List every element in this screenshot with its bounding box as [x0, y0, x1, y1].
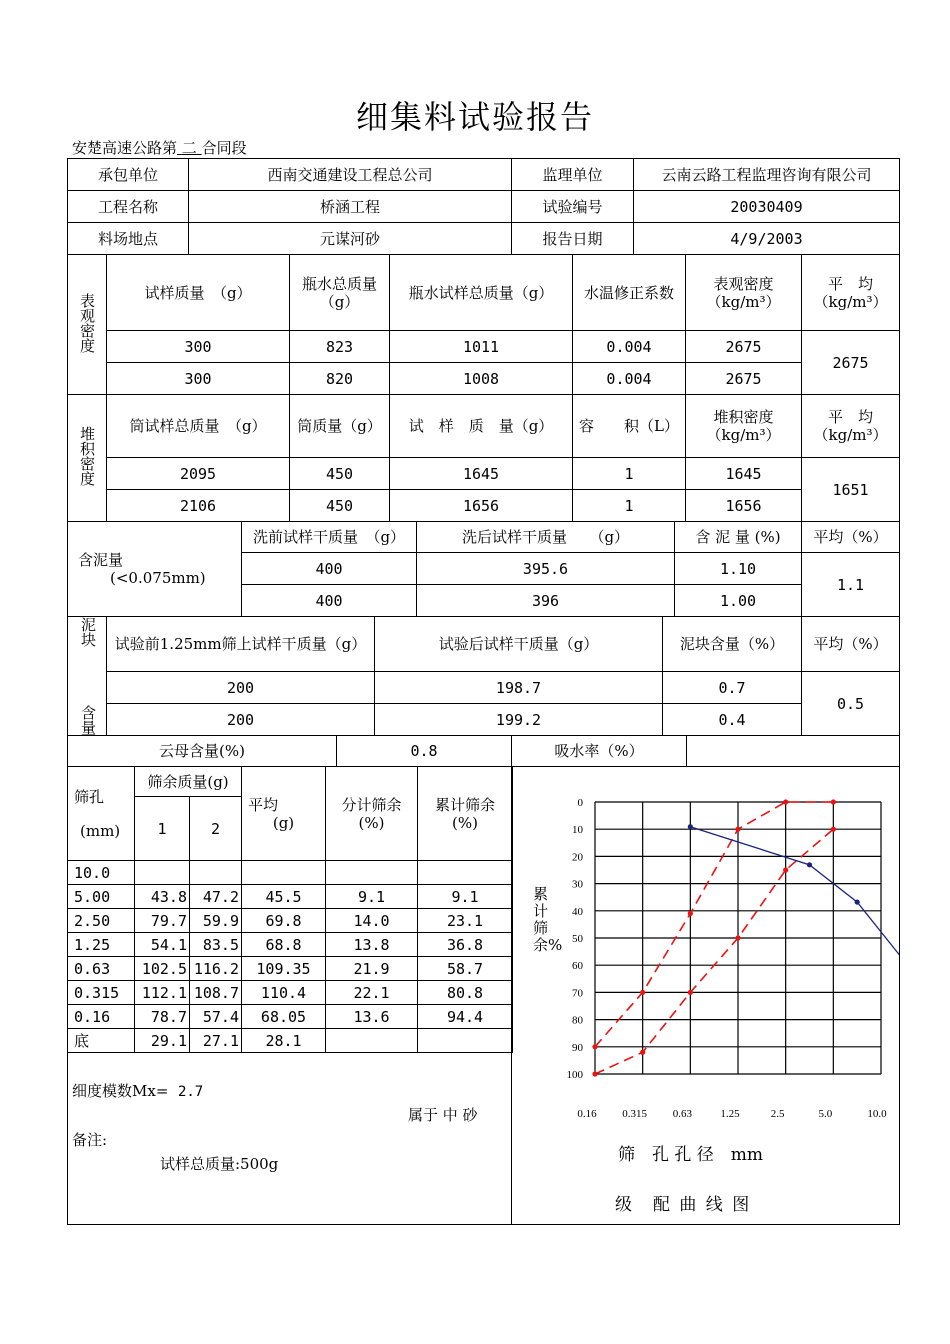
bulk-r2-density: 1656: [686, 490, 802, 522]
sieve-cell-size: 5.00: [68, 885, 135, 909]
water-absorption-value: [687, 736, 900, 767]
subtitle-suffix: 合同段: [201, 139, 247, 157]
bulk-r1-density: 1645: [686, 458, 802, 490]
mica-label: 云母含量(%): [68, 736, 337, 767]
series-point: [592, 1044, 597, 1049]
sieve-cell-m2: 108.7: [190, 981, 242, 1005]
table-row: [68, 909, 513, 933]
mud-r1-after: 395.6: [417, 553, 675, 585]
sieve-h-avg-unit: (g): [272, 813, 295, 832]
bulk-side-text: 堆积密度: [78, 426, 96, 486]
sieve-cell-avg: 68.05: [242, 1005, 326, 1029]
chart-xlabel: 筛 孔 孔 径 mm: [618, 1145, 764, 1165]
mud-h-avg: 平均（%）: [802, 522, 900, 553]
apparent-r2-mass: 300: [107, 363, 290, 395]
sieve-cell-m1: 29.1: [135, 1029, 190, 1053]
y-tick-label: 50: [572, 933, 583, 945]
table-row: [68, 957, 513, 981]
lump-r1-content: 0.7: [663, 672, 802, 704]
mud-r2-before: 400: [242, 585, 417, 617]
date-label: 报告日期: [512, 223, 634, 255]
sieve-cell-m1: 54.1: [135, 933, 190, 957]
sieve-cell-m1: 102.5: [135, 957, 190, 981]
mud-h-after: 洗后试样干质量 （g）: [417, 522, 675, 553]
sieve-cell-size: 10.0: [68, 861, 135, 885]
sieve-h-part-text: 分计筛余: [341, 795, 402, 814]
lump-side-top: 泥块: [79, 617, 97, 647]
bulk-r1-total: 2095: [107, 458, 290, 490]
sieve-cell-m1: 78.7: [135, 1005, 190, 1029]
bulk-r2-cyl: 450: [290, 490, 390, 522]
test-no-value: 20030409: [634, 191, 900, 223]
sieve-cell-m2: 57.4: [190, 1005, 242, 1029]
table-row: [68, 1029, 513, 1053]
y-tick-label: 20: [572, 851, 583, 864]
sieve-cell-avg: 69.8: [242, 909, 326, 933]
sieve-h-sieve: [68, 767, 135, 861]
sieve-cell-part: 14.0: [326, 909, 418, 933]
sieve-cell-avg: 109.35: [242, 957, 326, 981]
series-line-3: [690, 827, 899, 962]
sieve-h-sieve-text: 筛孔: [74, 787, 105, 806]
sieve-cell-avg: 68.8: [242, 933, 326, 957]
remark-label: 备注:: [72, 1131, 108, 1149]
chart-ylabel: 累计筛余%: [533, 885, 563, 954]
bulk-density-table: [67, 394, 900, 522]
lump-avg: 0.5: [802, 672, 900, 736]
sieve-cell-size: 1.25: [68, 933, 135, 957]
sieve-cell-m2: 27.1: [190, 1029, 242, 1053]
y-tick-label: 80: [572, 1014, 583, 1027]
contract-section: [72, 137, 247, 158]
bulk-h-total: 筒试样总质量 （g）: [107, 395, 290, 458]
series-point: [855, 899, 860, 904]
bulk-r2-total: 2106: [107, 490, 290, 522]
sieve-cell-size: 0.63: [68, 957, 135, 981]
sieve-h-part: [326, 767, 418, 861]
apparent-h-bottle-sample: 瓶水试样总质量（g）: [390, 255, 573, 331]
sieve-cell-cum: 36.8: [418, 933, 513, 957]
sieve-cell-m1: [135, 861, 190, 885]
contract-number: [177, 139, 202, 157]
lump-side-bottom: 含量: [79, 705, 97, 735]
sieve-table: [67, 766, 513, 1053]
table-row: [68, 1005, 513, 1029]
mud-r1-content: 1.10: [675, 553, 802, 585]
x-tick-label: 0.315: [622, 1108, 648, 1120]
source-label: 料场地点: [68, 223, 189, 255]
project-label: 工程名称: [68, 191, 189, 223]
remark-text: 试样总质量:500g: [160, 1155, 279, 1173]
project-value: 桥涵工程: [189, 191, 512, 223]
apparent-r1-temp: 0.004: [573, 331, 686, 363]
apparent-h-mass: 试样质量 （g）: [107, 255, 290, 331]
series-point: [640, 1050, 645, 1055]
bulk-h-cyl: 筒质量（g）: [290, 395, 390, 458]
apparent-r1-mass: 300: [107, 331, 290, 363]
sieve-cell-cum: 80.8: [418, 981, 513, 1005]
sieve-cell-part: 21.9: [326, 957, 418, 981]
x-tick-label: 0.63: [672, 1108, 692, 1120]
apparent-h-density: 表观密度（kg/m³）: [686, 255, 802, 331]
sieve-h-avg-text: 平均: [248, 795, 279, 814]
sieve-cell-part: [326, 861, 418, 885]
test-no-label: 试验编号: [512, 191, 634, 223]
bulk-h-sample: 试 样 质 量（g）: [390, 395, 573, 458]
mud-avg: 1.1: [802, 553, 900, 617]
lump-h-avg: 平均（%）: [802, 617, 900, 672]
apparent-r2-density: 2675: [686, 363, 802, 395]
y-tick-label: 100: [566, 1069, 583, 1081]
x-tick-label: 10.0: [867, 1108, 887, 1120]
apparent-r2-bottle: 820: [290, 363, 390, 395]
fineness-value: 2.7: [177, 1084, 204, 1100]
series-point: [807, 862, 812, 867]
sieve-cell-avg: 45.5: [242, 885, 326, 909]
bulk-r1-vol: 1: [573, 458, 686, 490]
supervisor-label: 监理单位: [512, 159, 634, 191]
lump-r2-after: 199.2: [375, 704, 663, 736]
table-row: [68, 933, 513, 957]
apparent-avg: 2675: [802, 331, 900, 395]
sieve-h-cum-unit: (%): [452, 813, 478, 832]
x-tick-label: 5.0: [818, 1108, 833, 1120]
apparent-h-avg: 平 均（kg/m³）: [802, 255, 900, 331]
sieve-h-avg: [242, 767, 326, 861]
supervisor-value: 云南云路工程监理咨询有限公司: [634, 159, 900, 191]
sieve-cell-cum: 94.4: [418, 1005, 513, 1029]
mud-r1-before: 400: [242, 553, 417, 585]
y-tick-label: 0: [577, 797, 583, 809]
mud-label-range: (<0.075mm): [110, 569, 206, 587]
source-value: 元谋河砂: [189, 223, 512, 255]
sieve-h-residue: 筛余质量(g): [135, 767, 242, 797]
mud-h-before: 洗前试样干质量 （g）: [242, 522, 417, 553]
chart-caption: 级 配 曲 线 图: [615, 1195, 752, 1215]
sieve-h-cum-text: 累计筛余: [434, 795, 495, 814]
bulk-h-density: 堆积密度（kg/m³）: [686, 395, 802, 458]
y-tick-label: 60: [572, 960, 583, 973]
apparent-r1-bottle-sample: 1011: [390, 331, 573, 363]
sieve-cell-cum: 9.1: [418, 885, 513, 909]
sieve-body: [68, 861, 513, 1053]
x-tick-label: 1.25: [720, 1108, 740, 1120]
sieve-cell-cum: 23.1: [418, 909, 513, 933]
report-title: 细集料试验报告: [355, 98, 594, 136]
sieve-cell-avg: 28.1: [242, 1029, 326, 1053]
mud-r2-content: 1.00: [675, 585, 802, 617]
mud-h-content: 含 泥 量 (%): [675, 522, 802, 553]
water-absorption-label: 吸水率（%）: [512, 736, 687, 767]
contract-number-text: 二: [181, 139, 197, 157]
sieve-cell-size: 2.50: [68, 909, 135, 933]
mica-value: 0.8: [337, 736, 512, 767]
sieve-cell-size: 0.315: [68, 981, 135, 1005]
sieve-cell-m2: 116.2: [190, 957, 242, 981]
grading-chart-panel: [511, 766, 900, 1225]
bulk-r1-cyl: 450: [290, 458, 390, 490]
lump-h-after: 试验后试样干质量（g）: [375, 617, 663, 672]
series-point: [688, 824, 693, 829]
sieve-cell-part: [326, 1029, 418, 1053]
mud-label-cell: [68, 522, 242, 617]
sieve-cell-size: 0.16: [68, 1005, 135, 1029]
mud-label: 含泥量: [78, 551, 124, 569]
bulk-h-avg: 平 均（kg/m³）: [802, 395, 900, 458]
y-tick-label: 10: [572, 824, 583, 837]
series-point: [735, 935, 740, 940]
lump-r2-content: 0.4: [663, 704, 802, 736]
sieve-cell-m2: [190, 861, 242, 885]
y-tick-label: 30: [572, 878, 583, 891]
sieve-cell-part: 22.1: [326, 981, 418, 1005]
series-point: [640, 990, 645, 995]
y-tick-label: 90: [572, 1041, 583, 1054]
y-tick-label: 40: [572, 905, 583, 918]
sieve-h-part-unit: (%): [358, 813, 385, 832]
sieve-h-2: 2: [190, 797, 242, 861]
bulk-side-label: [68, 395, 107, 522]
sieve-cell-part: 13.6: [326, 1005, 418, 1029]
series-point: [831, 799, 836, 804]
x-tick-label: 2.5: [770, 1108, 785, 1120]
sieve-cell-m2: 59.9: [190, 909, 242, 933]
series-point: [688, 911, 693, 916]
bulk-r2-sample: 1656: [390, 490, 573, 522]
sieve-cell-size: 底: [68, 1029, 135, 1053]
contractor-label: 承包单位: [68, 159, 189, 191]
series-point: [735, 827, 740, 832]
subtitle-prefix: 安楚高速公路第: [72, 139, 178, 157]
sieve-cell-part: 13.8: [326, 933, 418, 957]
apparent-r2-temp: 0.004: [573, 363, 686, 395]
apparent-h-bottle: 瓶水总质量（g）: [290, 255, 390, 331]
lump-h-content: 泥块含量（%）: [663, 617, 802, 672]
series-point: [592, 1071, 597, 1076]
sieve-cell-cum: [418, 861, 513, 885]
mica-table: [67, 735, 900, 767]
series-line-1: [595, 802, 833, 1047]
sieve-cell-part: 9.1: [326, 885, 418, 909]
apparent-side-label: [68, 255, 107, 395]
contractor-value: 西南交通建设工程总公司: [189, 159, 512, 191]
sieve-h-1: 1: [135, 797, 190, 861]
series-point: [831, 827, 836, 832]
sieve-cell-m1: 79.7: [135, 909, 190, 933]
lump-r1-after: 198.7: [375, 672, 663, 704]
lump-h-before: 试验前1.25mm筛上试样干质量（g）: [107, 617, 375, 672]
series-point: [688, 990, 693, 995]
sand-class: 属于 中 砂: [408, 1106, 478, 1124]
y-tick-label: 70: [572, 987, 583, 1000]
sieve-cell-cum: [418, 1029, 513, 1053]
table-row: [68, 981, 513, 1005]
apparent-r1-bottle: 823: [290, 331, 390, 363]
sieve-h-unit: (mm): [80, 821, 121, 840]
clay-lump-table: [67, 616, 900, 736]
sieve-cell-m1: 112.1: [135, 981, 190, 1005]
apparent-h-temp: 水温修正系数: [573, 255, 686, 331]
series-line-2: [595, 829, 833, 1074]
series-point: [783, 799, 788, 804]
apparent-density-table: [67, 254, 900, 395]
series-point: [783, 867, 788, 872]
sieve-cell-avg: 110.4: [242, 981, 326, 1005]
apparent-r1-density: 2675: [686, 331, 802, 363]
bulk-avg: 1651: [802, 458, 900, 522]
sieve-cell-m2: 83.5: [190, 933, 242, 957]
apparent-r2-bottle-sample: 1008: [390, 363, 573, 395]
sieve-cell-m1: 43.8: [135, 885, 190, 909]
info-table: [67, 158, 900, 255]
bulk-r2-vol: 1: [573, 490, 686, 522]
sieve-cell-cum: 58.7: [418, 957, 513, 981]
bulk-h-vol: 容 积（L）: [573, 395, 686, 458]
sieve-h-cum: [418, 767, 513, 861]
fineness-line: [72, 1080, 203, 1101]
lump-r2-before: 200: [107, 704, 375, 736]
apparent-side-text: 表观密度: [78, 292, 96, 353]
sieve-cell-m2: 47.2: [190, 885, 242, 909]
lump-side-cell: [68, 617, 107, 736]
sieve-cell-avg: [242, 861, 326, 885]
table-row: [68, 861, 513, 885]
fineness-box: [67, 1052, 513, 1225]
mud-r2-after: 396: [417, 585, 675, 617]
fineness-label: 细度模数Mx=: [72, 1082, 169, 1100]
date-value: 4/9/2003: [634, 223, 900, 255]
lump-r1-before: 200: [107, 672, 375, 704]
x-tick-label: 0.16: [577, 1108, 597, 1120]
mud-content-table: [67, 521, 900, 617]
bulk-r1-sample: 1645: [390, 458, 573, 490]
table-row: [68, 885, 513, 909]
